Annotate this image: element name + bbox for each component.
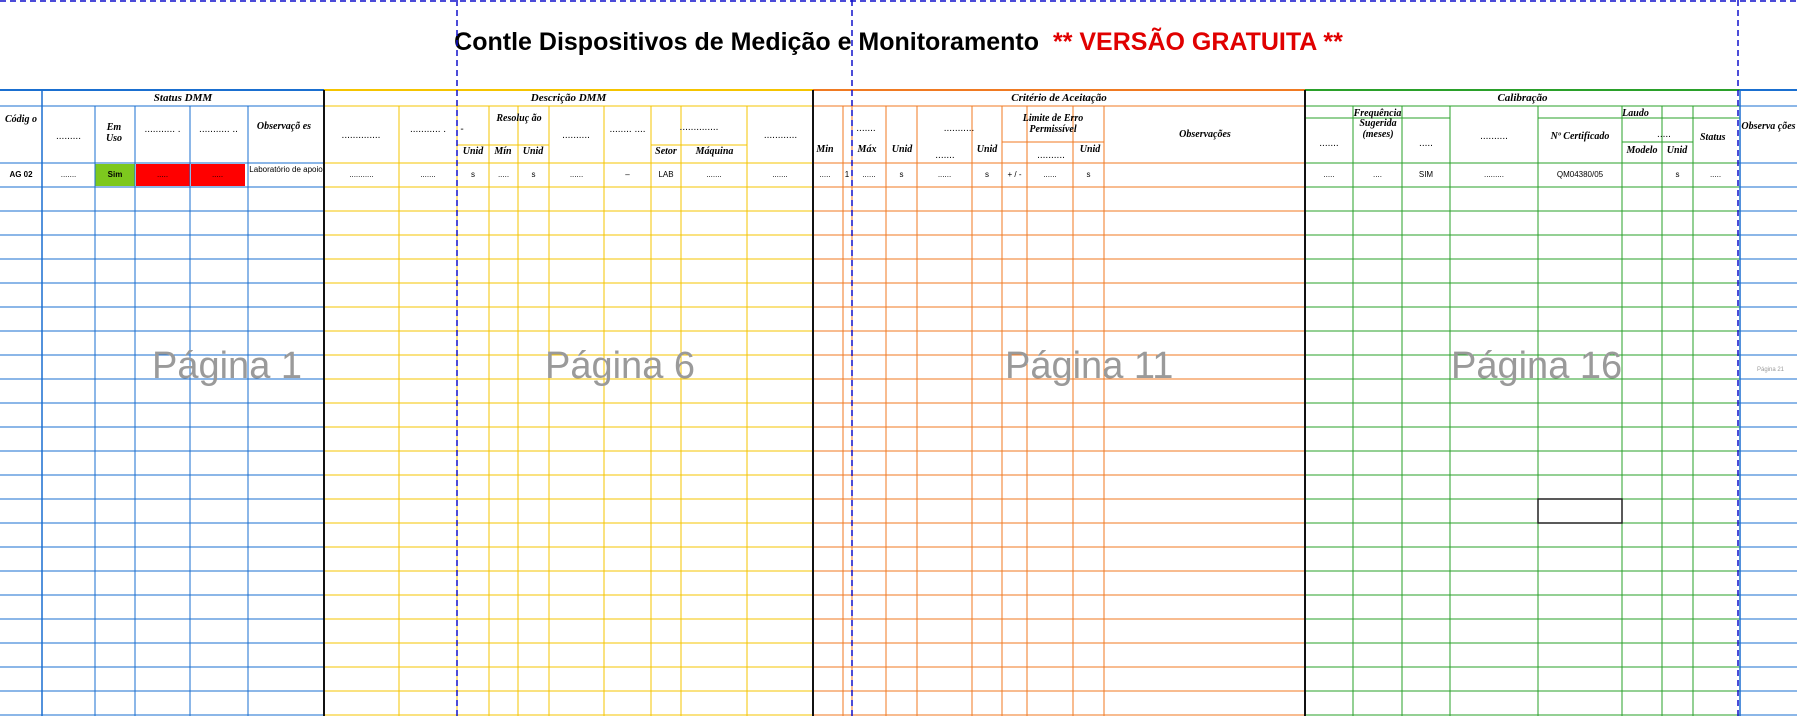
- header-freq-c3[interactable]: .....: [1419, 138, 1433, 149]
- cell-status-c3[interactable]: .....: [156, 170, 169, 179]
- header-crit-c3[interactable]: .......: [935, 150, 955, 161]
- header-laudo-unid[interactable]: Unid: [1666, 145, 1688, 156]
- cell-em-uso[interactable]: Sim: [107, 170, 123, 179]
- header-status-c4[interactable]: ........... ..: [199, 124, 238, 135]
- header-frequencia[interactable]: Frequência: [1353, 108, 1402, 119]
- header-laudo[interactable]: Laudo: [1622, 108, 1649, 119]
- cell-cal-c1[interactable]: .........: [1483, 170, 1504, 179]
- header-desc-c2[interactable]: ........... .: [409, 124, 447, 135]
- section-calibracao: Calibração: [1497, 92, 1548, 104]
- header-status-cal[interactable]: Status: [1700, 132, 1726, 143]
- header-observacoes-crit[interactable]: Observações: [1179, 129, 1231, 140]
- title-main: Contle Dispositivos de Medição e Monitoramento: [454, 28, 1039, 56]
- cell-observacoes[interactable]: Laboratório de apoio: [249, 165, 323, 174]
- section-criterio: Critério de Aceitação: [1011, 92, 1107, 104]
- header-crit-unid-1[interactable]: Unid: [891, 144, 913, 155]
- header-observacoes-status[interactable]: Observaçõ es: [256, 121, 312, 132]
- header-status-c1[interactable]: .........: [55, 131, 81, 142]
- header-observacoes-final[interactable]: Observa ções: [1741, 121, 1796, 132]
- cell-desc-c4[interactable]: .....: [497, 170, 510, 179]
- cell-codigo[interactable]: AG 02: [9, 170, 33, 179]
- cell-freq-c1[interactable]: .....: [1323, 170, 1335, 179]
- header-resolucao[interactable]: Resoluç ão: [496, 113, 542, 124]
- header-freq-sugerida[interactable]: Sugerida (meses): [1359, 118, 1397, 140]
- header-unid-2[interactable]: Unid: [522, 146, 544, 157]
- header-crit-max[interactable]: Máx: [857, 144, 877, 155]
- cell-maquina[interactable]: .......: [706, 170, 722, 179]
- cell-crit-max[interactable]: ......: [862, 170, 876, 179]
- header-crit-c4[interactable]: ..........: [1037, 150, 1065, 161]
- page-label-6: Página 6: [545, 345, 696, 387]
- cell-freq-c3[interactable]: SIM: [1418, 170, 1434, 179]
- cell-status-c1[interactable]: .......: [60, 170, 77, 179]
- cell-desc-c6[interactable]: ......: [569, 170, 584, 179]
- cell-certificado[interactable]: QM04380/05: [1556, 170, 1604, 179]
- cell-crit-unid-1[interactable]: s: [899, 170, 904, 179]
- free-version-badge: ** VERSÃO GRATUITA **: [1052, 28, 1343, 56]
- cell-crit-sep[interactable]: 1: [844, 170, 850, 179]
- page-label-16: Página 16: [1451, 345, 1623, 387]
- header-setor[interactable]: Setor: [655, 146, 677, 157]
- header-crit-unid-2[interactable]: Unid: [976, 144, 998, 155]
- header-freq-c1[interactable]: .......: [1319, 138, 1339, 149]
- cell-desc-c3[interactable]: s: [471, 170, 475, 179]
- header-modelo[interactable]: Modelo: [1626, 145, 1658, 156]
- header-em-uso[interactable]: Em Uso: [105, 122, 123, 144]
- cell-setor[interactable]: LAB: [658, 170, 674, 179]
- page-label-21: Página 21: [1757, 367, 1785, 373]
- section-status: Status DMM: [153, 92, 213, 104]
- cell-desc-c5[interactable]: s: [531, 170, 536, 179]
- header-laudo-c2[interactable]: .....: [1657, 129, 1671, 140]
- cell-crit-unid-2[interactable]: s: [985, 170, 989, 179]
- header-status-c3[interactable]: ........... .: [144, 124, 181, 135]
- header-desc-c8[interactable]: ..............: [679, 122, 719, 133]
- cell-desc-c1[interactable]: ...........: [349, 170, 374, 179]
- cell-desc-c9[interactable]: .......: [772, 170, 788, 179]
- header-crit-min[interactable]: Min: [816, 144, 834, 155]
- header-desc-c3[interactable]: -: [460, 124, 464, 135]
- header-crit-c1[interactable]: .......: [856, 123, 876, 134]
- selected-cell-outline: [1538, 499, 1622, 523]
- header-cal-c1[interactable]: ..........: [1480, 131, 1508, 142]
- cell-crit-c2[interactable]: ......: [937, 170, 952, 179]
- header-limite-erro[interactable]: Limite de Erro Permissível: [1022, 113, 1084, 135]
- cell-laudo-unid[interactable]: s: [1675, 170, 1680, 179]
- header-desc-c7[interactable]: ........ ....: [609, 124, 646, 135]
- cell-status-c4[interactable]: .....: [211, 170, 224, 179]
- cell-crit-unid-3[interactable]: s: [1086, 170, 1091, 179]
- header-codigo[interactable]: Códig o: [5, 114, 37, 125]
- header-crit-c2[interactable]: ...........: [943, 123, 975, 134]
- header-unid-1[interactable]: Unid: [462, 146, 484, 157]
- cell-desc-c7[interactable]: –: [625, 170, 630, 179]
- header-desc-c6[interactable]: ..........: [562, 130, 590, 141]
- cell-crit-c4[interactable]: ......: [1043, 170, 1057, 179]
- cell-status-cal[interactable]: .....: [1709, 170, 1722, 179]
- cell-crit-pm[interactable]: + / -: [1007, 170, 1022, 179]
- header-crit-unid-3[interactable]: Unid: [1079, 144, 1101, 155]
- header-certificado[interactable]: Nº Certificado: [1550, 131, 1610, 142]
- header-desc-c1[interactable]: ..............: [341, 130, 381, 141]
- page-label-11: Página 11: [1005, 345, 1174, 387]
- cell-desc-c2[interactable]: .......: [420, 170, 436, 179]
- header-desc-c9[interactable]: ............: [763, 130, 798, 141]
- cell-crit-min[interactable]: .....: [819, 170, 831, 179]
- section-descricao: Descrição DMM: [530, 92, 607, 104]
- header-min-1[interactable]: Mín: [494, 146, 512, 157]
- page-label-1: Página 1: [152, 345, 303, 387]
- cell-freq-sugerida[interactable]: ....: [1373, 170, 1382, 179]
- header-maquina[interactable]: Máquina: [695, 146, 734, 157]
